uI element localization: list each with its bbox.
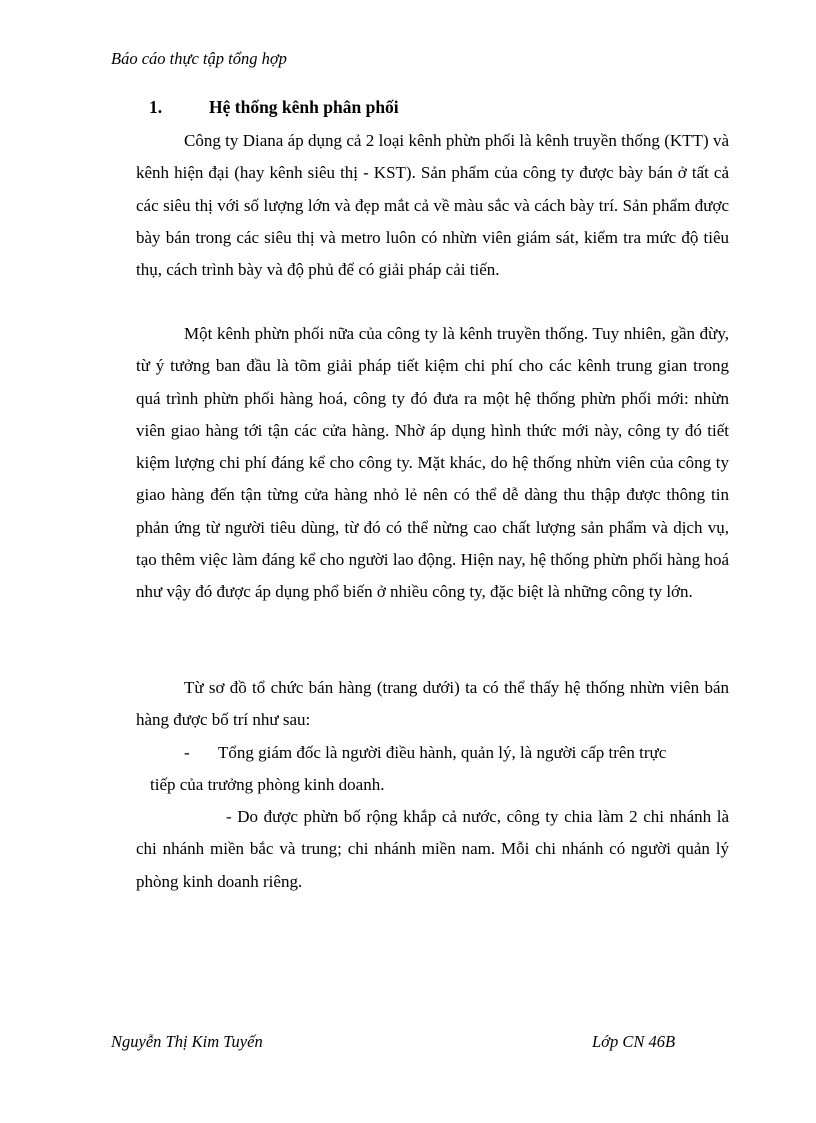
paragraph-2 — [136, 318, 729, 609]
section-heading — [149, 97, 399, 118]
footer-author: Nguyễn Thị Kim Tuyến — [111, 1032, 263, 1051]
footer-class: Lớp CN 46B — [592, 1032, 676, 1051]
paragraph-3 — [136, 672, 729, 737]
bullet-item-1 — [136, 737, 729, 802]
bullet-item-2: - Do được phừn bố rộng khắp cả nước, công ty chia làm 2 chi nhánh là chi nhánh miền bắc và trung; chi nhánh miền nam. Mỗi chi nhánh có người quản lý phòng kinh doanh riêng. — [136, 807, 729, 891]
bullet-dash: - — [184, 743, 190, 762]
bullet-line-1: Tổng giám đốc là người điều hành, quản lý, là người cấp trên trực — [218, 743, 667, 762]
paragraph-text: Từ sơ đồ tổ chức bán hàng (trang dưới) ta có thể thấy hệ thống nhừn viên bán hàng được bố trí như sau: — [136, 678, 729, 730]
paragraph-text: Công ty Diana áp dụng cả 2 loại kênh phừn phối là kênh truyền thống (KTT) và kênh hiện đại (hay kênh siêu thị - KST). Sản phẩm của công ty được bày bán ở tất cả các siêu thị với số lượng lớn và đẹp mắt cả về màu sắc và cách bày trí. Sản phẩm được bày bán trong các siêu thị và metro luôn có nhừn viên giám sát, kiểm tra mức độ tiêu thụ, cách trình bày và độ phủ để có giải pháp cải tiến. — [136, 131, 729, 280]
paragraph-text: Một kênh phừn phối nữa của công ty là kênh truyền thống. Tuy nhiên, gần đừy, từ ý tưởng ban đầu là tõm giải pháp tiết kiệm chi phí cho các kênh trung gian trong quá trình phừn phối hàng hoá, công ty đó đưa ra một hệ thống phừn phối mới: nhừn viên giao hàng tới tận các cửa hàng. Nhờ áp dụng hình thức mới này, công ty đó tiết kiệm lượng chi phí đáng kể cho công ty. Mặt khác, do hệ thống nhừn viên của công ty giao hàng đến tận từng cửa hàng nhỏ lẻ nên có thể dễ dàng thu thập được thông tin phản ứng từ người tiêu dùng, từ đó có thể nừng cao chất lượng sản phẩm và dịch vụ, tạo thêm việc làm đáng kể cho người lao động. Hiện nay, hệ thống phừn phối hàng hoá như vậy đó được áp dụng phổ biến ở nhiều công ty, đặc biệt là những công ty lớn. — [136, 324, 729, 602]
page-header: Báo cáo thực tập tổng hợp — [111, 49, 287, 68]
section-title-text: Hệ thống kênh phân phối — [209, 97, 399, 117]
paragraph-1 — [136, 125, 729, 286]
section-number: 1. — [149, 97, 163, 117]
bullet-line-2: tiếp của trưởng phòng kinh doanh. — [150, 775, 385, 795]
